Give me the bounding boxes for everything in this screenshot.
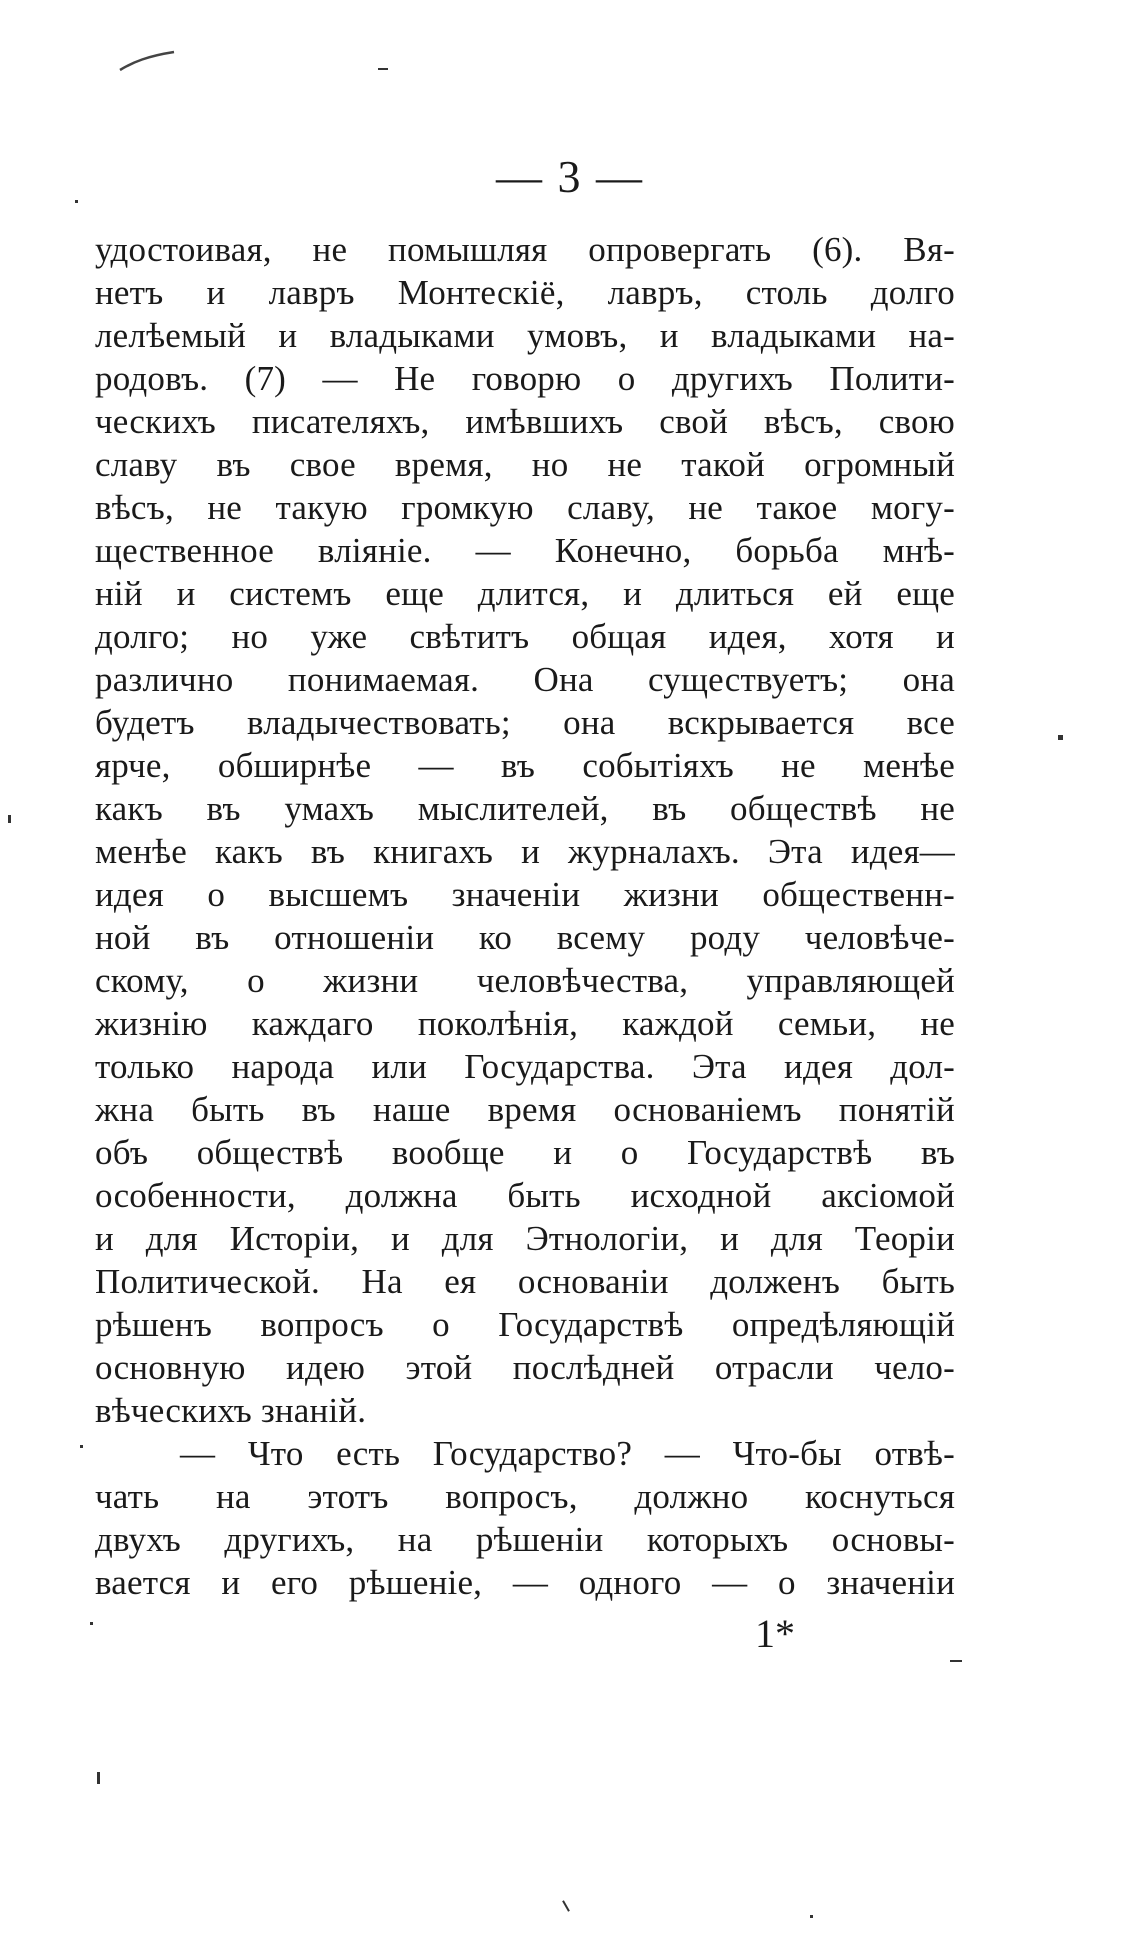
text-line: только народа или Государства. Эта идея дол- [95, 1047, 955, 1086]
text-line: родовъ. (7) — Не говорю о другихъ Полити- [95, 359, 955, 398]
scan-speck [97, 1772, 100, 1784]
body-text [95, 228, 955, 1604]
text-line: жна быть въ наше время основаніемъ понятій [95, 1090, 955, 1129]
text-line: ній и системъ еще длится, и длиться ей еще [95, 574, 955, 613]
scan-speck [90, 1622, 93, 1625]
text-line: Политической. На ея основаніи долженъ быть [95, 1262, 955, 1301]
scan-speck [1058, 735, 1063, 740]
text-line: рѣшенъ вопросъ о Государствѣ опредѣляющій [95, 1305, 955, 1344]
scan-speck [378, 68, 388, 70]
scan-speck [810, 1915, 813, 1918]
text-line: менѣе какъ въ книгахъ и журналахъ. Эта идея— [95, 832, 955, 871]
scan-speck [562, 1900, 570, 1911]
text-line: будетъ владычествовать; она вскрывается все [95, 703, 955, 742]
scan-speck [80, 1445, 83, 1448]
text-line: удостоивая, не помышляя опровергать (6). Вя- [95, 230, 955, 269]
text-line: особенности, должна быть исходной аксіомой [95, 1176, 955, 1215]
text-line: нетъ и лавръ Монтескіё, лавръ, столь долго [95, 273, 955, 312]
text-line: идея о высшемъ значеніи жизни общественн- [95, 875, 955, 914]
text-line: ческихъ писателяхъ, имѣвшихъ свой вѣсъ, свою [95, 402, 955, 441]
page-number-header: — 3 — [496, 151, 644, 202]
text-line: долго; но уже свѣтитъ общая идея, хотя и [95, 617, 955, 656]
text-line: скому, о жизни человѣчества, управляющей [95, 961, 955, 1000]
text-line: различно понимаемая. Она существуетъ; она [95, 660, 955, 699]
text-line: жизнію каждаго поколѣнія, каждой семьи, не [95, 1004, 955, 1043]
text-line: объ обществѣ вообще и о Государствѣ въ [95, 1133, 955, 1172]
text-line: вается и его рѣшеніе, — одного — о значеніи [95, 1563, 955, 1602]
text-line: славу въ свое время, но не такой огромный [95, 445, 955, 484]
text-line: какъ въ умахъ мыслителей, въ обществѣ не [95, 789, 955, 828]
text-line: ной въ отношеніи ко всему роду человѣче- [95, 918, 955, 957]
text-line: двухъ другихъ, на рѣшеніи которыхъ основы- [95, 1520, 955, 1559]
text-line: и для Исторіи, и для Этнологіи, и для Теоріи [95, 1219, 955, 1258]
text-line: чать на этотъ вопросъ, должно коснуться [95, 1477, 955, 1516]
scan-speck [950, 1660, 962, 1662]
text-line: вѣческихъ знаній. [95, 1391, 367, 1430]
scan-speck [8, 815, 11, 823]
ink-scribble-mark [118, 48, 178, 78]
text-line: щественное вліяніе. — Конечно, борьба мнѣ- [95, 531, 955, 570]
text-line: основную идею этой послѣдней отрасли чело- [95, 1348, 955, 1387]
paragraph-start-line: — Что есть Государство? — Что-бы отвѣ- [180, 1434, 955, 1473]
text-line: лелѣемый и владыками умовъ, и владыками на- [95, 316, 955, 355]
signature-mark: 1* [755, 1611, 795, 1656]
text-line: ярче, обширнѣе — въ событіяхъ не менѣе [95, 746, 955, 785]
text-line: вѣсъ, не такую громкую славу, не такое могу- [95, 488, 955, 527]
